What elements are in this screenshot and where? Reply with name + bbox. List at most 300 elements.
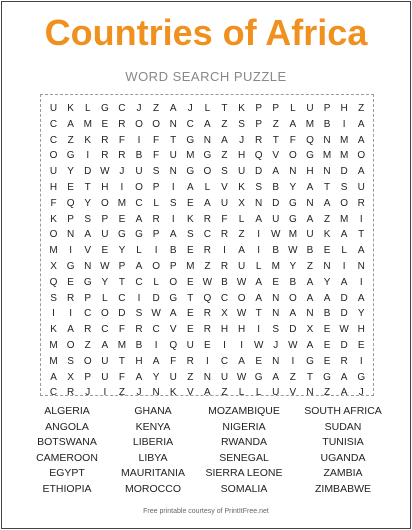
grid-letter: O	[49, 229, 58, 241]
grid-letter: K	[50, 324, 57, 336]
grid-letter: T	[118, 276, 125, 288]
grid-letter: A	[306, 181, 314, 193]
grid-letter: D	[152, 292, 160, 304]
grid-letter: I	[342, 260, 346, 272]
word-list-item: ZAMBIA	[323, 467, 363, 480]
grid-letter: M	[117, 197, 127, 209]
grid-letter: E	[186, 245, 194, 257]
grid-letter: N	[323, 166, 331, 178]
grid-letter: U	[357, 181, 365, 193]
grid-letter: R	[152, 213, 160, 225]
grid-letter: A	[84, 229, 92, 241]
grid-letter: O	[152, 260, 160, 272]
grid-letter: W	[100, 166, 110, 178]
grid-letter: B	[169, 245, 177, 257]
word-list-item: SOMALIA	[220, 482, 268, 495]
grid-letter: A	[289, 118, 297, 130]
grid-letter: Z	[67, 134, 74, 146]
grid-letter: U	[101, 229, 109, 241]
grid-letter: V	[84, 245, 92, 257]
grid-letter: U	[306, 229, 314, 241]
grid-letter: G	[203, 150, 212, 162]
grid-letter: W	[100, 260, 110, 272]
grid-letter: C	[220, 355, 229, 367]
grid-letter: B	[272, 245, 280, 257]
grid-letter: G	[306, 150, 314, 162]
grid-letter: S	[169, 197, 177, 209]
grid-letter: A	[135, 260, 143, 272]
grid-letter: W	[151, 308, 161, 320]
grid-letter: M	[339, 134, 349, 146]
grid-letter: J	[187, 103, 193, 114]
grid-letter: H	[306, 166, 314, 178]
grid-letter: E	[186, 308, 194, 320]
word-list-item: ETHIOPIA	[42, 482, 92, 495]
grid-letter: R	[203, 213, 211, 225]
grid-letter: I	[52, 308, 55, 320]
grid-letter: U	[272, 387, 280, 399]
grid-letter: U	[186, 339, 194, 351]
word-list-item: UGANDA	[320, 451, 366, 464]
grid-letter: J	[273, 339, 279, 351]
grid-letter: K	[50, 213, 57, 225]
grid-letter: L	[84, 103, 91, 114]
grid-letter: R	[340, 355, 348, 367]
grid-letter: L	[290, 103, 296, 114]
grid-letter: Y	[357, 308, 365, 320]
grid-letter: C	[135, 276, 143, 288]
grid-letter: A	[357, 134, 365, 146]
grid-letter: U	[272, 213, 280, 225]
grid-letter: H	[340, 103, 348, 114]
grid-letter: A	[340, 229, 348, 241]
footer-credit: Free printable courtesy of PrintItFree.net	[143, 508, 269, 515]
grid-letter: E	[67, 181, 74, 193]
grid-letter: A	[135, 213, 143, 225]
grid-letter: J	[136, 103, 142, 114]
grid-letter: C	[84, 308, 92, 320]
grid-letter: E	[323, 339, 331, 351]
grid-letter: B	[135, 150, 143, 162]
grid-letter: G	[254, 371, 263, 383]
grid-letter: S	[186, 229, 194, 241]
grid-letter: M	[186, 150, 195, 162]
grid-letter: F	[221, 213, 228, 225]
grid-letter: C	[220, 292, 229, 304]
grid-letter: H	[237, 150, 246, 162]
grid-letter: H	[101, 181, 109, 193]
grid-letter: N	[203, 371, 211, 383]
grid-letter: W	[339, 324, 349, 336]
grid-letter: K	[186, 213, 194, 225]
grid-letter: N	[323, 260, 331, 272]
grid-letter: W	[236, 276, 247, 288]
grid-letter: P	[272, 103, 280, 114]
grid-letter: A	[272, 166, 280, 178]
grid-letter: Z	[306, 260, 313, 272]
grid-letter: R	[135, 324, 143, 336]
grid-letter: T	[118, 355, 125, 367]
grid-letter: E	[323, 245, 331, 257]
grid-letter: Z	[358, 103, 365, 114]
grid-letter: S	[255, 181, 262, 193]
grid-letter: X	[221, 308, 228, 320]
grid-letter: Y	[101, 276, 109, 288]
grid-letter: D	[84, 166, 92, 178]
word-list-item: SIERRA LEONE	[205, 467, 283, 480]
grid-letter: W	[236, 371, 247, 383]
grid-letter: Z	[323, 387, 331, 399]
grid-letter: V	[221, 181, 228, 193]
grid-letter: M	[305, 118, 315, 130]
grid-letter: N	[272, 308, 280, 320]
grid-letter: I	[223, 339, 226, 351]
grid-letter: P	[152, 181, 160, 193]
grid-letter: Z	[118, 387, 125, 399]
grid-letter: M	[83, 118, 92, 130]
grid-letter: S	[50, 292, 57, 304]
grid-letter: E	[186, 276, 194, 288]
grid-letter: G	[66, 260, 75, 272]
grid-letter: A	[357, 245, 365, 257]
word-list-item: ALGERIA	[44, 405, 90, 417]
grid-letter: Q	[169, 339, 178, 351]
word-list-item: TUNISIA	[322, 436, 364, 449]
grid-letter: N	[84, 260, 92, 272]
grid-letter: O	[340, 197, 349, 209]
grid-letter: J	[358, 387, 364, 399]
grid-letter: E	[186, 324, 194, 336]
grid-letter: X	[50, 260, 57, 272]
grid-letter: P	[255, 118, 262, 130]
grid-letter: C	[152, 324, 160, 336]
grid-letter: I	[86, 150, 90, 162]
grid-letter: Q	[66, 197, 75, 209]
grid-letter: S	[84, 213, 92, 225]
grid-letter: K	[84, 134, 92, 146]
grid-letter: E	[67, 276, 74, 288]
grid-letter: C	[49, 118, 58, 130]
grid-letter: F	[50, 197, 57, 209]
grid-letter: L	[153, 276, 159, 288]
grid-letter: A	[169, 103, 177, 114]
grid-letter: G	[186, 134, 195, 146]
grid-letter: O	[288, 150, 297, 162]
grid-letter: V	[289, 387, 297, 399]
grid-letter: E	[357, 339, 365, 351]
grid-letter: T	[358, 229, 365, 241]
grid-letter: K	[238, 181, 245, 193]
grid-letter: B	[272, 181, 280, 193]
grid-letter: Y	[84, 197, 92, 209]
grid-letter: I	[342, 118, 346, 130]
grid-letter: I	[359, 276, 363, 288]
grid-letter: V	[169, 324, 177, 336]
grid-letter: F	[153, 150, 160, 162]
grid-letter: E	[204, 339, 211, 351]
grid-letter: I	[120, 181, 124, 193]
word-list-item: MAURITANIA	[121, 467, 185, 480]
grid-letter: C	[118, 292, 126, 304]
grid-letter: O	[66, 339, 75, 351]
grid-letter: N	[289, 166, 297, 178]
grid-letter: A	[255, 292, 262, 304]
grid-letter: O	[135, 118, 143, 130]
grid-letter: T	[255, 308, 262, 320]
grid-letter: D	[272, 197, 280, 209]
grid-letter: T	[323, 181, 331, 193]
grid-letter: E	[255, 355, 262, 367]
grid-letter: G	[169, 292, 178, 304]
grid-letter: B	[323, 118, 331, 130]
grid-letter: L	[204, 181, 211, 193]
grid-letter: A	[238, 355, 245, 367]
word-list-item: MOZAMBIQUE	[208, 405, 280, 417]
grid-letter: B	[323, 308, 331, 320]
grid-letter: P	[323, 103, 331, 114]
grid-letter: F	[289, 134, 296, 146]
grid-letter: R	[220, 229, 229, 241]
grid-letter: R	[255, 134, 263, 146]
grid-letter: L	[102, 292, 108, 304]
grid-letter: L	[153, 197, 159, 209]
grid-letter: R	[67, 292, 75, 304]
grid-letter: D	[340, 166, 348, 178]
grid-letter: S	[67, 355, 74, 367]
grid-letter: A	[186, 181, 194, 193]
grid-letter: X	[238, 197, 245, 209]
grid-letter: Z	[272, 118, 279, 130]
grid-letter: N	[306, 197, 314, 209]
grid-letter: A	[306, 213, 314, 225]
grid-letter: B	[289, 276, 297, 288]
grid-letter: A	[204, 118, 211, 130]
grid-letter: A	[357, 166, 365, 178]
grid-letter: C	[135, 197, 143, 209]
grid-letter: O	[100, 197, 109, 209]
grid-letter: D	[340, 339, 348, 351]
grid-letter: G	[83, 276, 92, 288]
grid-letter: L	[238, 387, 245, 399]
grid-letter: K	[169, 387, 177, 399]
grid-letter: R	[203, 308, 211, 320]
grid-letter: F	[118, 324, 125, 336]
grid-letter: C	[186, 118, 194, 130]
grid-letter: Y	[152, 371, 160, 383]
grid-letter: C	[118, 103, 126, 114]
grid-letter: U	[169, 371, 177, 383]
grid-letter: J	[239, 134, 245, 146]
grid-letter: Q	[203, 292, 212, 304]
grid-letter: P	[67, 213, 74, 225]
grid-letter: M	[49, 355, 58, 367]
grid-letter: G	[186, 166, 195, 178]
grid-letter: P	[169, 260, 177, 272]
grid-letter: C	[49, 134, 58, 146]
grid-letter: W	[288, 245, 298, 257]
grid-letter: B	[135, 339, 143, 351]
grid-letter: I	[154, 339, 158, 351]
grid-letter: Y	[289, 260, 297, 272]
grid-letter: Z	[238, 229, 245, 241]
grid-letter: Y	[289, 181, 297, 193]
grid-letter: N	[357, 260, 365, 272]
grid-letter: A	[204, 387, 211, 399]
grid-letter: H	[135, 355, 143, 367]
grid-letter: Z	[187, 371, 194, 383]
grid-letter: I	[223, 245, 226, 257]
grid-letter: N	[255, 197, 263, 209]
grid-letter: Y	[323, 276, 331, 288]
grid-letter: R	[220, 260, 229, 272]
grid-letter: F	[153, 134, 160, 146]
grid-letter: U	[49, 166, 58, 178]
grid-letter: G	[288, 197, 297, 209]
grid-letter: E	[323, 324, 331, 336]
grid-letter: T	[306, 371, 313, 383]
grid-letter: T	[221, 103, 228, 114]
grid-letter: O	[135, 181, 143, 193]
grid-letter: U	[49, 103, 58, 114]
grid-letter: N	[272, 355, 280, 367]
grid-letter: Y	[67, 166, 74, 178]
grid-letter: Y	[118, 245, 126, 257]
grid-letter: U	[135, 166, 143, 178]
grid-letter: A	[238, 245, 245, 257]
grid-letter: C	[101, 324, 109, 336]
grid-letter: V	[186, 387, 194, 399]
grid-letter: A	[323, 197, 331, 209]
grid-letter: A	[306, 292, 314, 304]
grid-letter: I	[69, 245, 73, 257]
grid-letter: E	[101, 118, 109, 130]
grid-letter: G	[323, 371, 331, 383]
puzzle-sheet	[1, 1, 411, 529]
word-list-item: ZIMBABWE	[314, 482, 371, 495]
grid-letter: L	[238, 213, 245, 225]
word-list-item: RWANDA	[220, 436, 268, 449]
grid-letter: U	[237, 166, 246, 178]
grid-letter: A	[255, 213, 262, 225]
grid-letter: W	[271, 229, 281, 241]
grid-letter: A	[340, 371, 348, 383]
grid-letter: I	[154, 245, 158, 257]
grid-letter: A	[323, 292, 331, 304]
grid-letter: C	[49, 387, 58, 399]
grid-letter: H	[357, 324, 365, 336]
grid-letter: I	[103, 387, 107, 399]
grid-letter: M	[339, 150, 349, 162]
grid-letter: O	[49, 150, 58, 162]
grid-letter: Z	[289, 371, 296, 383]
grid-letter: N	[203, 134, 211, 146]
grid-letter: Q	[306, 134, 314, 146]
grid-letter: A	[306, 339, 314, 351]
grid-letter: S	[221, 166, 228, 178]
grid-letter: O	[203, 166, 212, 178]
grid-letter: Z	[153, 103, 160, 114]
grid-letter: A	[289, 308, 297, 320]
grid-letter: E	[118, 213, 126, 225]
word-list-item: EGYPT	[49, 467, 85, 480]
grid-letter: L	[255, 387, 262, 399]
grid-letter: B	[221, 276, 228, 288]
grid-letter: N	[169, 166, 177, 178]
grid-letter: F	[170, 355, 177, 367]
grid-letter: A	[169, 308, 177, 320]
grid-letter: M	[339, 213, 349, 225]
grid-letter: W	[288, 339, 298, 351]
word-list-item: GHANA	[134, 405, 172, 417]
grid-letter: Z	[221, 150, 228, 162]
grid-letter: H	[49, 181, 58, 193]
grid-letter: E	[101, 245, 109, 257]
grid-letter: N	[169, 118, 177, 130]
word-list-item: ANGOLA	[45, 420, 89, 433]
word-list-item: LIBERIA	[132, 436, 174, 449]
word-list-item: CAMEROON	[36, 451, 98, 464]
grid-letter: M	[288, 229, 298, 241]
grid-letter: A	[306, 276, 314, 288]
grid-letter: N	[152, 387, 160, 399]
grid-letter: P	[84, 292, 92, 304]
grid-letter: P	[152, 229, 160, 241]
grid-letter: D	[340, 292, 348, 304]
grid-letter: J	[136, 387, 142, 399]
letter-grid	[45, 100, 370, 400]
grid-letter: T	[187, 292, 194, 304]
grid-letter: I	[257, 324, 261, 336]
grid-letter: K	[67, 103, 74, 114]
grid-letter: E	[272, 276, 280, 288]
grid-letter: I	[240, 339, 243, 351]
grid-letter: I	[257, 245, 261, 257]
grid-letter: H	[220, 324, 229, 336]
grid-letter: W	[202, 276, 213, 288]
grid-letter: A	[272, 371, 280, 383]
grid-letter: R	[101, 150, 109, 162]
grid-letter: I	[171, 181, 175, 193]
grid-letter: F	[118, 134, 125, 146]
word-list-item: LIBYA	[138, 451, 168, 464]
grid-letter: I	[137, 134, 141, 146]
page-title: Countries of Africa	[44, 12, 368, 53]
grid-letter: P	[255, 103, 262, 114]
grid-letter: J	[119, 166, 125, 178]
grid-letter: U	[169, 150, 177, 162]
grid-letter: A	[50, 371, 57, 383]
grid-letter: G	[357, 371, 366, 383]
grid-letter: A	[357, 292, 365, 304]
grid-letter: A	[255, 276, 262, 288]
grid-letter: T	[272, 134, 279, 146]
grid-letter: A	[152, 355, 160, 367]
grid-letter: P	[118, 260, 126, 272]
word-list-item: BOTSWANA	[37, 436, 97, 449]
grid-letter: P	[101, 213, 109, 225]
grid-letter: R	[203, 245, 211, 257]
grid-letter: M	[271, 260, 280, 272]
grid-letter: Q	[254, 150, 263, 162]
grid-letter: I	[171, 213, 175, 225]
grid-letter: L	[136, 245, 142, 257]
grid-letter: T	[84, 181, 91, 193]
grid-letter: R	[67, 387, 75, 399]
grid-letter: N	[67, 229, 75, 241]
grid-letter: R	[118, 150, 126, 162]
grid-letter: G	[118, 229, 126, 241]
grid-letter: D	[340, 308, 348, 320]
